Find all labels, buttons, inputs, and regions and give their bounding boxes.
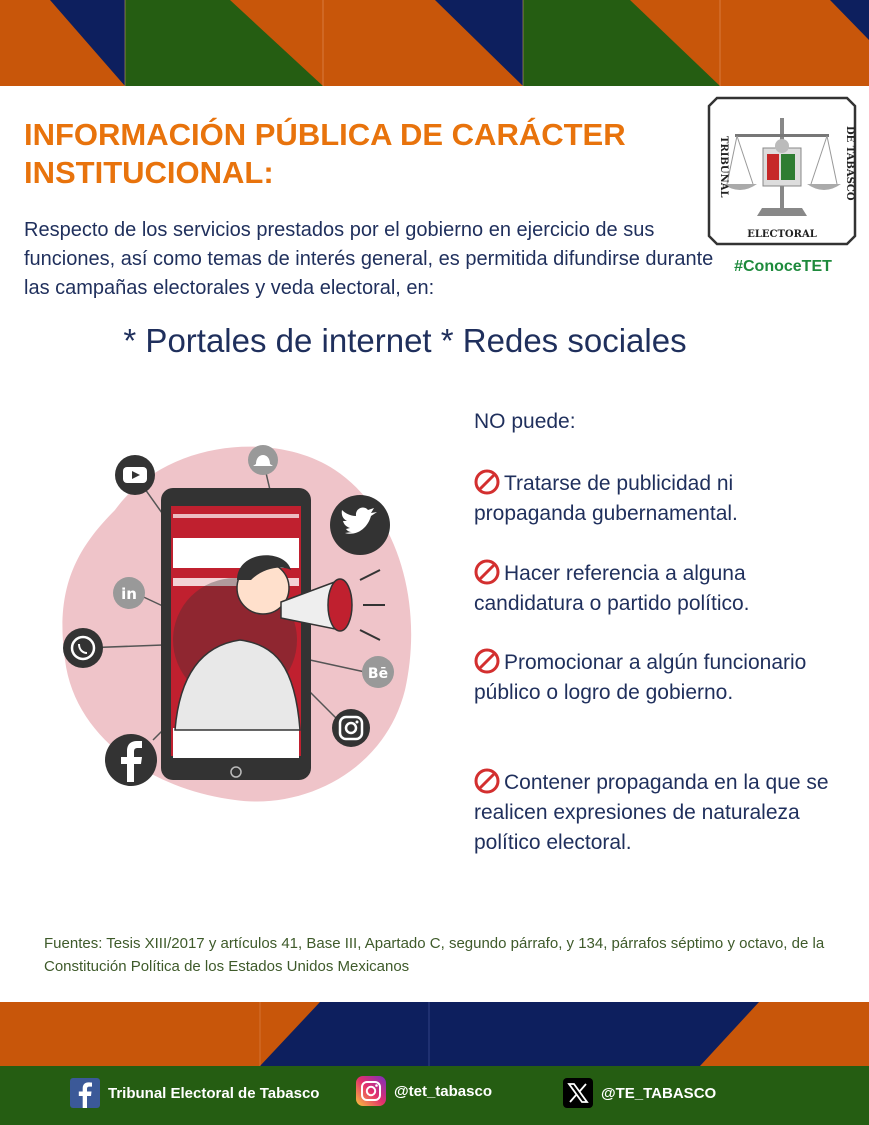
prohibited-icon [474,768,500,794]
facebook-icon [105,734,157,786]
svg-text:DE TABASCO: DE TABASCO [844,126,855,201]
whatsapp-icon [63,628,103,668]
footer-bar [0,1066,869,1125]
restriction-item: Hacer referencia a alguna candidatura o partido político. [474,559,834,619]
svg-text:Bē: Bē [367,666,389,682]
behance-icon [362,656,394,688]
bottom-decorative-band [0,1002,869,1066]
footer-facebook-link[interactable]: Tribunal Electoral de Tabasco [70,1078,319,1108]
social-media-illustration [55,430,420,810]
linkedin-icon [113,577,145,609]
prohibited-icon [474,559,500,585]
instagram-icon [332,709,370,747]
youtube-icon [115,455,155,495]
hashtag: #ConoceTET [734,258,832,275]
svg-text:ELECTORAL: ELECTORAL [747,229,817,240]
prohibited-icon [474,469,500,495]
restriction-item: Contener propaganda en la que se realicen expresiones de naturaleza político electoral. [474,768,834,858]
svg-text:TRIBUNAL: TRIBUNAL [718,136,729,198]
top-decorative-band [0,0,869,86]
prohibited-icon [474,648,500,674]
tribunal-logo-seal [707,96,857,246]
instagram-icon [356,1076,386,1106]
snapchat-icon [248,445,278,475]
allowed-channels: * Portales de internet * Redes sociales [123,322,687,359]
x-logo-icon [563,1078,593,1108]
twitter-icon [330,495,390,555]
facebook-icon [70,1078,100,1108]
footer-x-link[interactable]: @TE_TABASCO [563,1078,716,1108]
page-title: INFORMACIÓN PÚBLICA DE CARÁCTER INSTITUCIONAL: [24,117,626,190]
footer-instagram-link[interactable]: @tet_tabasco [356,1076,492,1106]
intro-paragraph: Respecto de los servicios prestados por el gobierno en ejercicio de sus funciones, así como temas de interés general, es permitida difundirse durante las campañas electorales y veda electoral, en: [24,219,714,299]
sources-note: Fuentes: Tesis XIII/2017 y artículos 41, Base III, Apartado C, segundo párrafo, y 134, párrafos séptimo y octavo, de la Constitución Política de los Estados Unidos Mexicanos [44,935,825,975]
restriction-item: Tratarse de publicidad ni propaganda gubernamental. [474,469,834,529]
svg-text:in: in [121,585,137,603]
restrictions-heading: NO puede: [474,410,576,433]
restriction-item: Promocionar a algún funcionario público o logro de gobierno. [474,648,834,708]
